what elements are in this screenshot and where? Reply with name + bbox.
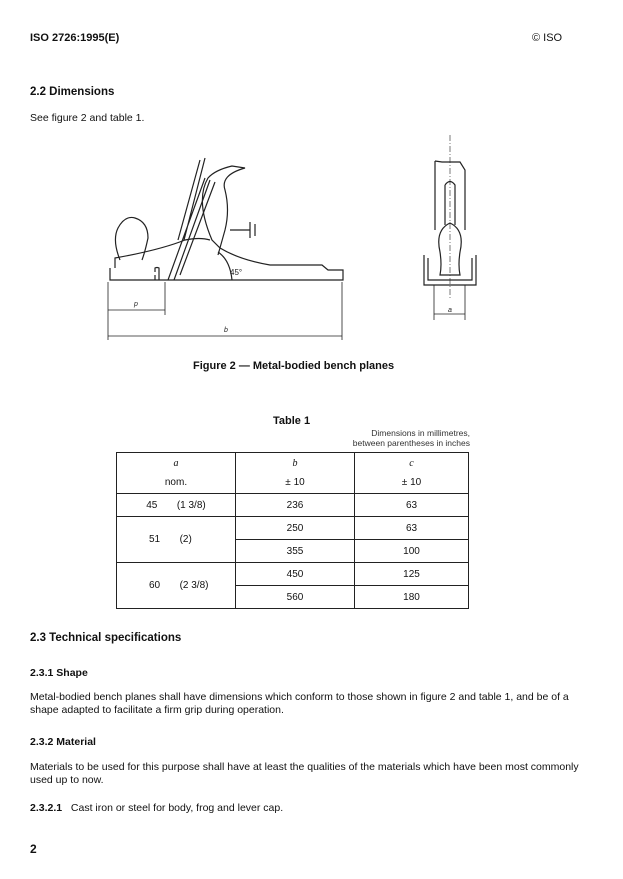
copyright: © ISO: [532, 32, 563, 44]
header-sub: ± 10: [401, 477, 422, 488]
a-mm: 45: [146, 499, 158, 511]
a-mm: 51: [149, 534, 161, 545]
material-text: Materials to be used for this purpose shall have at least the qualities of the materials which have been most commonly used up to now.: [30, 761, 579, 786]
table-note-line: between parentheses in inches: [352, 438, 470, 448]
header-sub: ± 10: [285, 477, 305, 488]
a-in: (2 3/8): [179, 580, 209, 591]
header-symbol: c: [409, 458, 414, 469]
cell-c: 100: [355, 540, 469, 563]
header-c: [355, 453, 469, 494]
section-heading: 2.2 Dimensions: [30, 86, 115, 98]
cell-a: [117, 517, 236, 563]
table-title: Table 1: [273, 415, 311, 427]
subsection-heading: 2.3.1 Shape: [30, 667, 88, 679]
cell-c: 180: [355, 586, 469, 609]
subsection-heading: 2.3.2 Material: [30, 736, 96, 748]
table-note: [353, 428, 470, 448]
cell-b: 560: [236, 586, 355, 609]
clause-text: Cast iron or steel for body, frog and lever cap.: [70, 802, 284, 814]
table-row: [117, 494, 469, 517]
section-text: See figure 2 and table 1.: [30, 112, 145, 124]
section-heading: 2.3 Technical specifications: [30, 632, 182, 644]
cell-a: [117, 563, 236, 609]
cell-b: 450: [236, 563, 355, 586]
cell-c: 63: [355, 494, 469, 517]
a-in: (2): [179, 534, 192, 545]
header-b: [236, 453, 355, 494]
clause-number: 2.3.2.1: [30, 802, 63, 814]
header-sub: nom.: [164, 477, 188, 488]
table-row: [117, 563, 469, 586]
cell-c: 63: [355, 517, 469, 540]
header-symbol: a: [173, 458, 179, 469]
cell-b: 236: [236, 494, 355, 517]
dim-p: p: [134, 301, 138, 308]
cell-b: 355: [236, 540, 355, 563]
figure-caption: Figure 2 — Metal-bodied bench planes: [193, 360, 395, 372]
cell-b: 250: [236, 517, 355, 540]
page-number: 2: [30, 842, 37, 856]
a-mm: 60: [149, 580, 161, 591]
dimensions-table: [116, 452, 469, 609]
a-in: (1 3/8): [176, 499, 206, 511]
cell-c: 125: [355, 563, 469, 586]
clause-2-3-2-1: [30, 802, 283, 814]
table-row: [117, 517, 469, 540]
cell-a: [117, 494, 236, 517]
bench-plane-drawing: [100, 130, 500, 350]
shape-text: Metal-bodied bench planes shall have dimensions which conform to those shown in figure 2 and table 1, and be of a shape adapted to facilitate a firm grip during operation.: [30, 691, 569, 716]
dim-a: a: [448, 307, 452, 314]
table-header-row: [117, 453, 469, 494]
header-symbol: b: [292, 458, 298, 469]
angle-label: 45°: [230, 268, 243, 277]
table-note-line: Dimensions in millimetres,: [371, 428, 470, 438]
standard-id: ISO 2726:1995(E): [30, 32, 120, 44]
header-a: [117, 453, 236, 494]
dim-b: b: [224, 327, 228, 334]
